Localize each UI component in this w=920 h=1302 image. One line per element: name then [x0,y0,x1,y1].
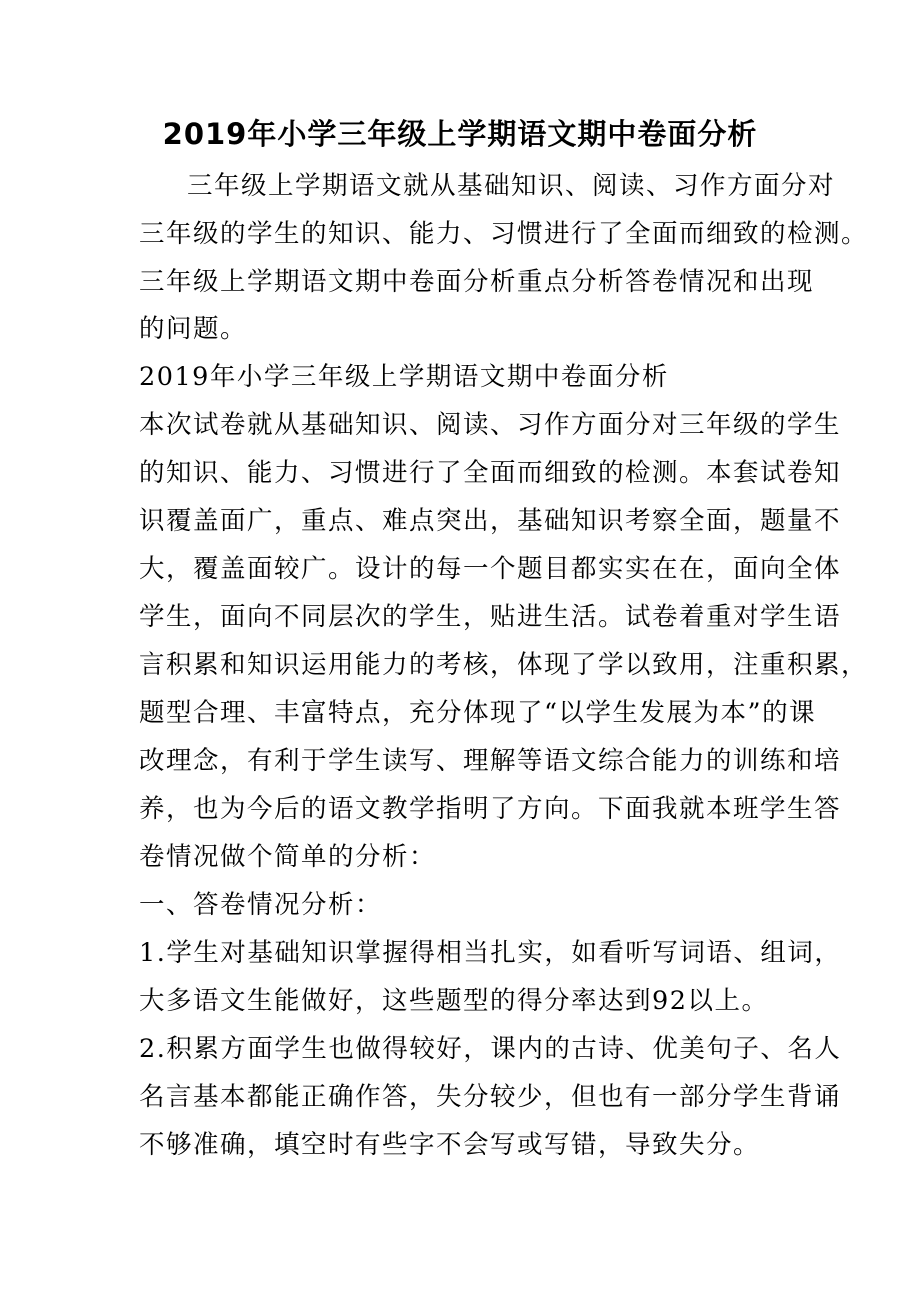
item-1-line-2: 大多语文生能做好，这些题型的得分率达到92以上。 [139,986,769,1016]
section-heading: 一、答卷情况分析： [139,890,383,920]
body-line-6: 言积累和知识运用能力的考核，体现了学以致用，注重积累， [139,650,869,680]
body-line-2: 的知识、能力、习惯进行了全面而细致的检测。本套试卷知 [139,458,842,488]
item-2-line-1: 2.积累方面学生也做得较好，课内的古诗、优美句子、名人 [139,1034,842,1064]
item-2-line-3: 不够准确，填空时有些字不会写或写错，导致失分。 [139,1130,761,1160]
body-line-9: 养，也为今后的语文教学指明了方向。下面我就本班学生答 [139,794,842,824]
body-line-3: 识覆盖面广，重点、难点突出，基础知识考察全面，题量不 [139,506,842,536]
body-line-1: 本次试卷就从基础知识、阅读、习作方面分对三年级的学生 [139,410,842,440]
intro-line-4: 的问题。 [139,314,248,344]
intro-line-2: 三年级的学生的知识、能力、习惯进行了全面而细致的检测。 [139,219,869,249]
body-line-4: 大，覆盖面较广。设计的每一个题目都实实在在，面向全体 [139,554,842,584]
body-line-10: 卷情况做个简单的分析： [139,842,437,872]
intro-line-3: 三年级上学期语文期中卷面分析重点分析答卷情况和出现 [139,267,815,297]
intro-line-1: 三年级上学期语文就从基础知识、阅读、习作方面分对 [187,171,836,201]
body-line-8: 改理念，有利于学生读写、理解等语文综合能力的训练和培 [139,746,842,776]
document-title: 2019年小学三年级上学期语文期中卷面分析 [162,117,758,151]
body-line-7: 题型合理、丰富特点，充分体现了“以学生发展为本”的课 [139,698,817,728]
item-2-line-2: 名言基本都能正确作答，失分较少，但也有一部分学生背诵 [139,1082,842,1112]
item-1-line-1: 1.学生对基础知识掌握得相当扎实，如看听写词语、组词， [139,938,842,968]
body-line-5: 学生，面向不同层次的学生，贴进生活。试卷着重对学生语 [139,602,842,632]
subtitle-line: 2019年小学三年级上学期语文期中卷面分析 [139,362,669,392]
